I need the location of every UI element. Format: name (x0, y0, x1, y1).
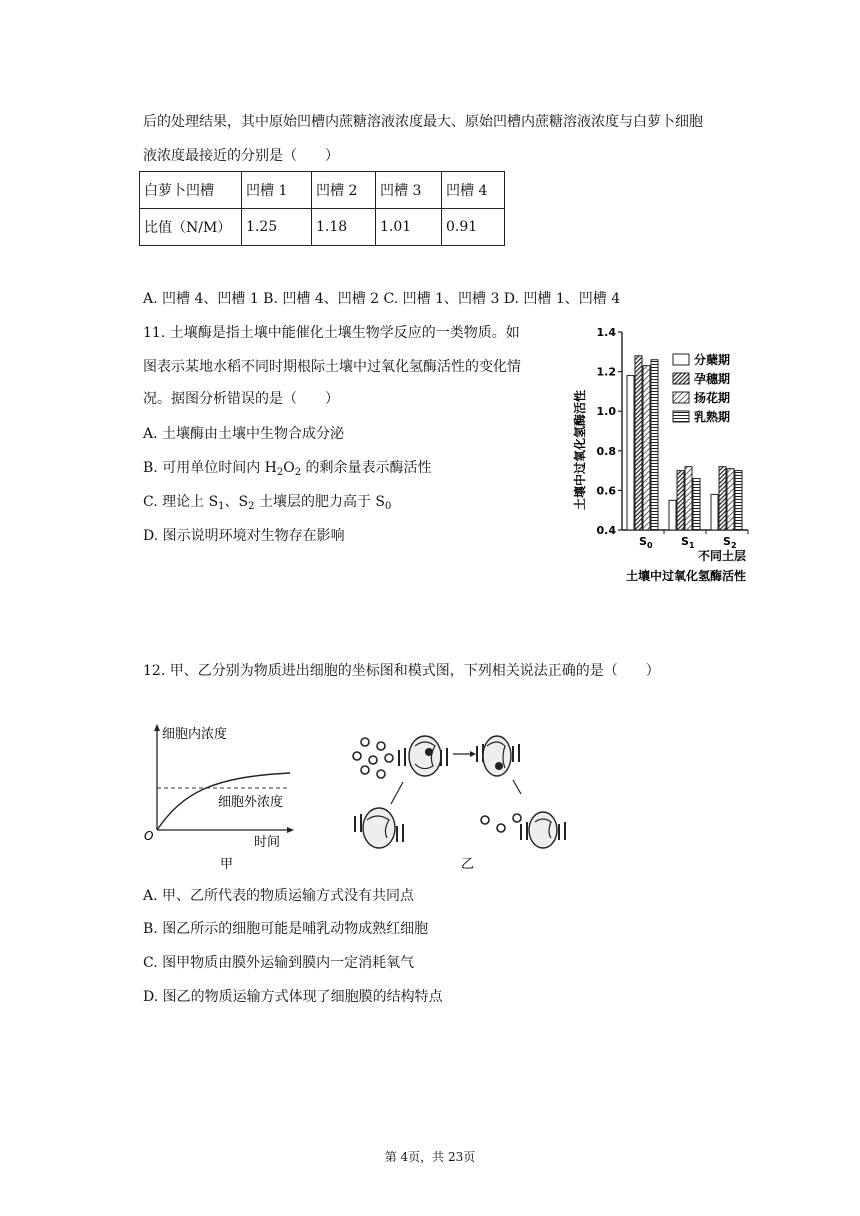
legend-swatch (673, 354, 689, 365)
q10-options: A. 凹槽 4、凹槽 1 B. 凹槽 4、凹槽 2 C. 凹槽 1、凹槽 3 D. 凹槽 1、凹槽 4 (143, 291, 621, 307)
legend-label: 扬花期 (694, 391, 731, 405)
q11-stem-line1: 11. 土壤酶是指土壤中能催化土壤生物学反应的一类物质。如 (143, 325, 520, 341)
q12-stem-line1: 12. 甲、乙分别为物质进出细胞的坐标图和模式图，下列相关说法正确的是（ ） (143, 663, 660, 679)
carrier-protein-4-icon (521, 812, 565, 848)
arrow-up-icon (391, 782, 403, 804)
y-tick-label: 1.4 (596, 326, 616, 339)
q12-option-a: A. 甲、乙所代表的物质运输方式没有共同点 (143, 888, 415, 904)
legend-swatch (673, 411, 689, 422)
q10-stem-line1: 后的处理结果，其中原始凹槽内蔗糖溶液浓度最大、原始凹槽内蔗糖溶液浓度与白萝卜细胞 (143, 114, 703, 130)
table-cell: 1.18 (312, 209, 376, 246)
chart-title: 土壤中过氧化氢酶活性 (625, 569, 746, 583)
table-cell: 比值（N/M） (140, 209, 242, 246)
x-tick-label: $S_2$ (723, 535, 737, 550)
chart-bar (677, 471, 684, 530)
table-cell: 0.91 (442, 209, 505, 246)
legend-swatch (673, 373, 689, 384)
chart-bar (643, 366, 650, 530)
q11-option-c-sub0: 0 (385, 501, 392, 512)
chart-bar (727, 469, 734, 530)
q11-option-a: A. 土壤酶由土壤中生物合成分泌 (143, 426, 345, 442)
table-cell: 凹槽 3 (376, 172, 442, 209)
fig-jia-caption: 甲 (220, 857, 234, 872)
table-cell: 白萝卜凹槽 (140, 172, 242, 209)
chart-bar (693, 479, 700, 530)
q11-option-c-pre: C. 理论上 S (143, 494, 219, 510)
x-axis-arrow-icon (287, 827, 294, 833)
q11-option-c-sub1: 1 (218, 501, 225, 512)
q11-option-c-sub2: 2 (248, 501, 255, 512)
y-tick-label: 0.8 (596, 444, 616, 458)
arrow-down-icon (513, 780, 521, 794)
q11-option-d: D. 图示说明环境对生物存在影响 (143, 528, 345, 544)
q11-option-b-pre: B. 可用单位时间内 H (143, 460, 277, 476)
fig-jia-dashed-label: 细胞外浓度 (218, 795, 284, 810)
y-tick-label: 0.4 (596, 524, 616, 537)
carrier-protein-3-icon (355, 808, 403, 848)
table-cell: 凹槽 4 (442, 172, 505, 209)
q11-option-b-post: 的剩余量表示酶活性 (301, 460, 432, 476)
x-tick-label: $S_1$ (681, 535, 695, 550)
fig-jia-ylabel: 细胞内浓度 (162, 727, 228, 742)
table-cell: 凹槽 2 (312, 172, 376, 209)
chart-bar (635, 356, 642, 530)
x-tick-label: $S_0$ (639, 535, 653, 550)
q12-option-c: C. 图甲物质由膜外运输到膜内一定消耗氧气 (143, 955, 415, 971)
q11-option-b (143, 458, 432, 483)
table-header-row (140, 172, 505, 209)
chart-bar (651, 360, 658, 530)
carrier-protein-2-icon (477, 736, 519, 776)
chart-legend (673, 352, 730, 424)
table-cell: 1.25 (242, 209, 312, 246)
inside-molecules (481, 814, 521, 832)
legend-label: 乳熟期 (694, 410, 731, 424)
chart-bar (719, 467, 726, 530)
chart-bar (685, 467, 692, 530)
y-tick-label: 0.6 (596, 484, 616, 498)
fig-yi-caption: 乙 (461, 857, 475, 872)
q11-stem-line2: 图表示某地水稻不同时期根际土壤中过氧化氢酶活性的变化情 (143, 359, 521, 375)
fig-jia-origin: O (144, 829, 154, 843)
table-cell: 凹槽 1 (242, 172, 312, 209)
enzyme-activity-chart (570, 318, 760, 593)
legend-label: 孕穗期 (694, 372, 731, 386)
chart-bar (627, 376, 634, 530)
page-footer: 第 4页，共 23页 (384, 1150, 476, 1164)
q11-stem-line3: 况。据图分析错误的是（ ） (143, 391, 339, 407)
fig-jia-xlabel: 时间 (254, 835, 281, 850)
y-axis-arrow-icon (154, 724, 160, 731)
y-tick-label: 1.0 (596, 405, 616, 419)
q12-option-b: B. 图乙所示的细胞可能是哺乳动物成熟红细胞 (143, 921, 429, 937)
q11-option-c-mid: 、S (224, 494, 249, 510)
q11-option-b-sub2: 2 (294, 467, 302, 478)
arrow-head-icon (470, 751, 476, 757)
legend-label: 分蘖期 (694, 353, 731, 367)
q11-option-c (143, 492, 391, 517)
figure-jia-graph (138, 722, 308, 872)
chart-bar (669, 500, 676, 530)
q11-option-c-post: 土壤层的肥力高于 S (254, 494, 385, 510)
figure-yi-diagram (345, 732, 575, 872)
q11-option-b-mid: O (283, 460, 295, 476)
outside-molecules (353, 738, 393, 778)
chart-bar (711, 494, 718, 530)
chart-y-axis-label: 土壤中过氧化氢酶活性 (573, 389, 587, 511)
q10-ratio-table (139, 171, 505, 246)
q10-stem-line2: 液浓度最接近的分别是（ ） (143, 148, 339, 164)
y-tick-label: 1.2 (596, 365, 616, 379)
legend-swatch (673, 392, 689, 403)
carrier-protein-1-icon (399, 736, 447, 776)
chart-bar (735, 471, 742, 530)
q11-option-b-sub: 2 (276, 467, 284, 478)
table-cell: 1.01 (376, 209, 442, 246)
q12-option-d: D. 图乙的物质运输方式体现了细胞膜的结构特点 (143, 989, 443, 1005)
table-row (140, 209, 505, 246)
chart-x-axis-label: 不同土层 (697, 549, 746, 563)
